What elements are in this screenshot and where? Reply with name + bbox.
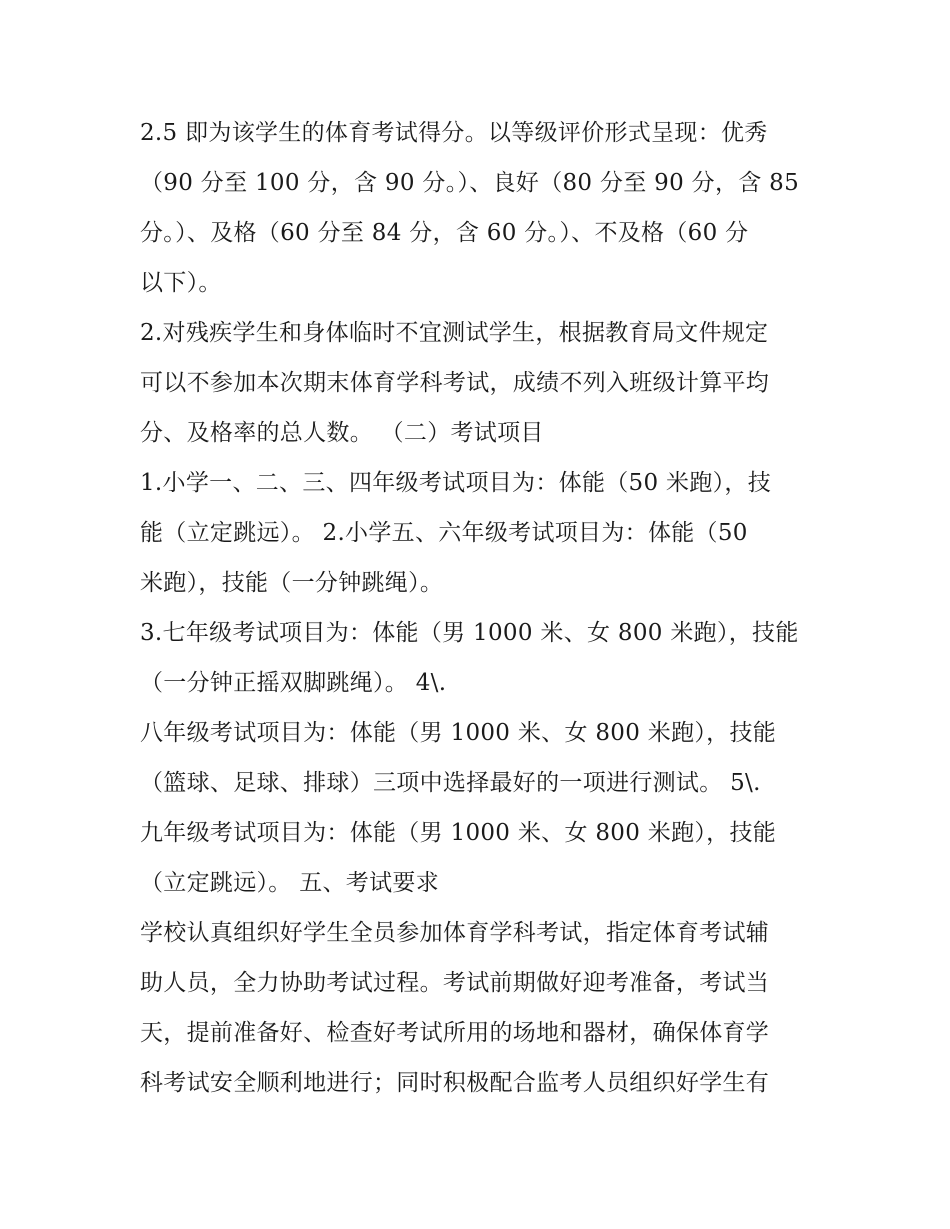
- text-line-20: 科考试安全顺利地进行；同时积极配合监考人员组织好学生有: [140, 1070, 770, 1096]
- text-line-1: 2.5 即为该学生的体育考试得分。以等级评价形式呈现：优秀: [140, 120, 768, 146]
- text-line-15: 九年级考试项目为：体能（男 1000 米、女 800 米跑），技能: [140, 820, 777, 846]
- text-line-9: 能（立定跳远）。 2.小学五、六年级考试项目为：体能（50: [140, 520, 748, 546]
- text-line-8: 1.小学一、二、三、四年级考试项目为：体能（50 米跑），技: [140, 470, 772, 496]
- text-line-10: 米跑），技能（一分钟跳绳）。: [140, 570, 444, 596]
- text-line-6: 可以不参加本次期末体育学科考试，成绩不列入班级计算平均: [140, 370, 770, 396]
- text-line-12: （一分钟正摇双脚跳绳）。 4\.: [140, 670, 447, 696]
- text-line-11: 3.七年级考试项目为：体能（男 1000 米、女 800 米跑），技能: [140, 620, 799, 646]
- text-line-17: 学校认真组织好学生全员参加体育学科考试，指定体育考试辅: [140, 920, 770, 946]
- text-line-2: （90 分至 100 分，含 90 分。）、良好（80 分至 90 分，含 85: [140, 170, 800, 196]
- document-body: [140, 108, 820, 1108]
- text-line-4: 以下）。: [140, 270, 222, 296]
- text-line-16: （立定跳远）。 五、考试要求: [140, 870, 440, 896]
- text-line-13: 八年级考试项目为：体能（男 1000 米、女 800 米跑），技能: [140, 720, 777, 746]
- text-line-18: 助人员，全力协助考试过程。考试前期做好迎考准备，考试当: [140, 970, 770, 996]
- text-line-19: 天，提前准备好、检查好考试所用的场地和器材，确保体育学: [140, 1020, 770, 1046]
- text-line-14: （篮球、足球、排球）三项中选择最好的一项进行测试。 5\.: [140, 770, 761, 796]
- text-line-5: 2.对残疾学生和身体临时不宜测试学生，根据教育局文件规定: [140, 320, 769, 346]
- text-line-3: 分。）、及格（60 分至 84 分，含 60 分。）、不及格（60 分: [140, 220, 749, 246]
- text-line-7: 分、及格率的总人数。 （二）考试项目: [140, 420, 544, 446]
